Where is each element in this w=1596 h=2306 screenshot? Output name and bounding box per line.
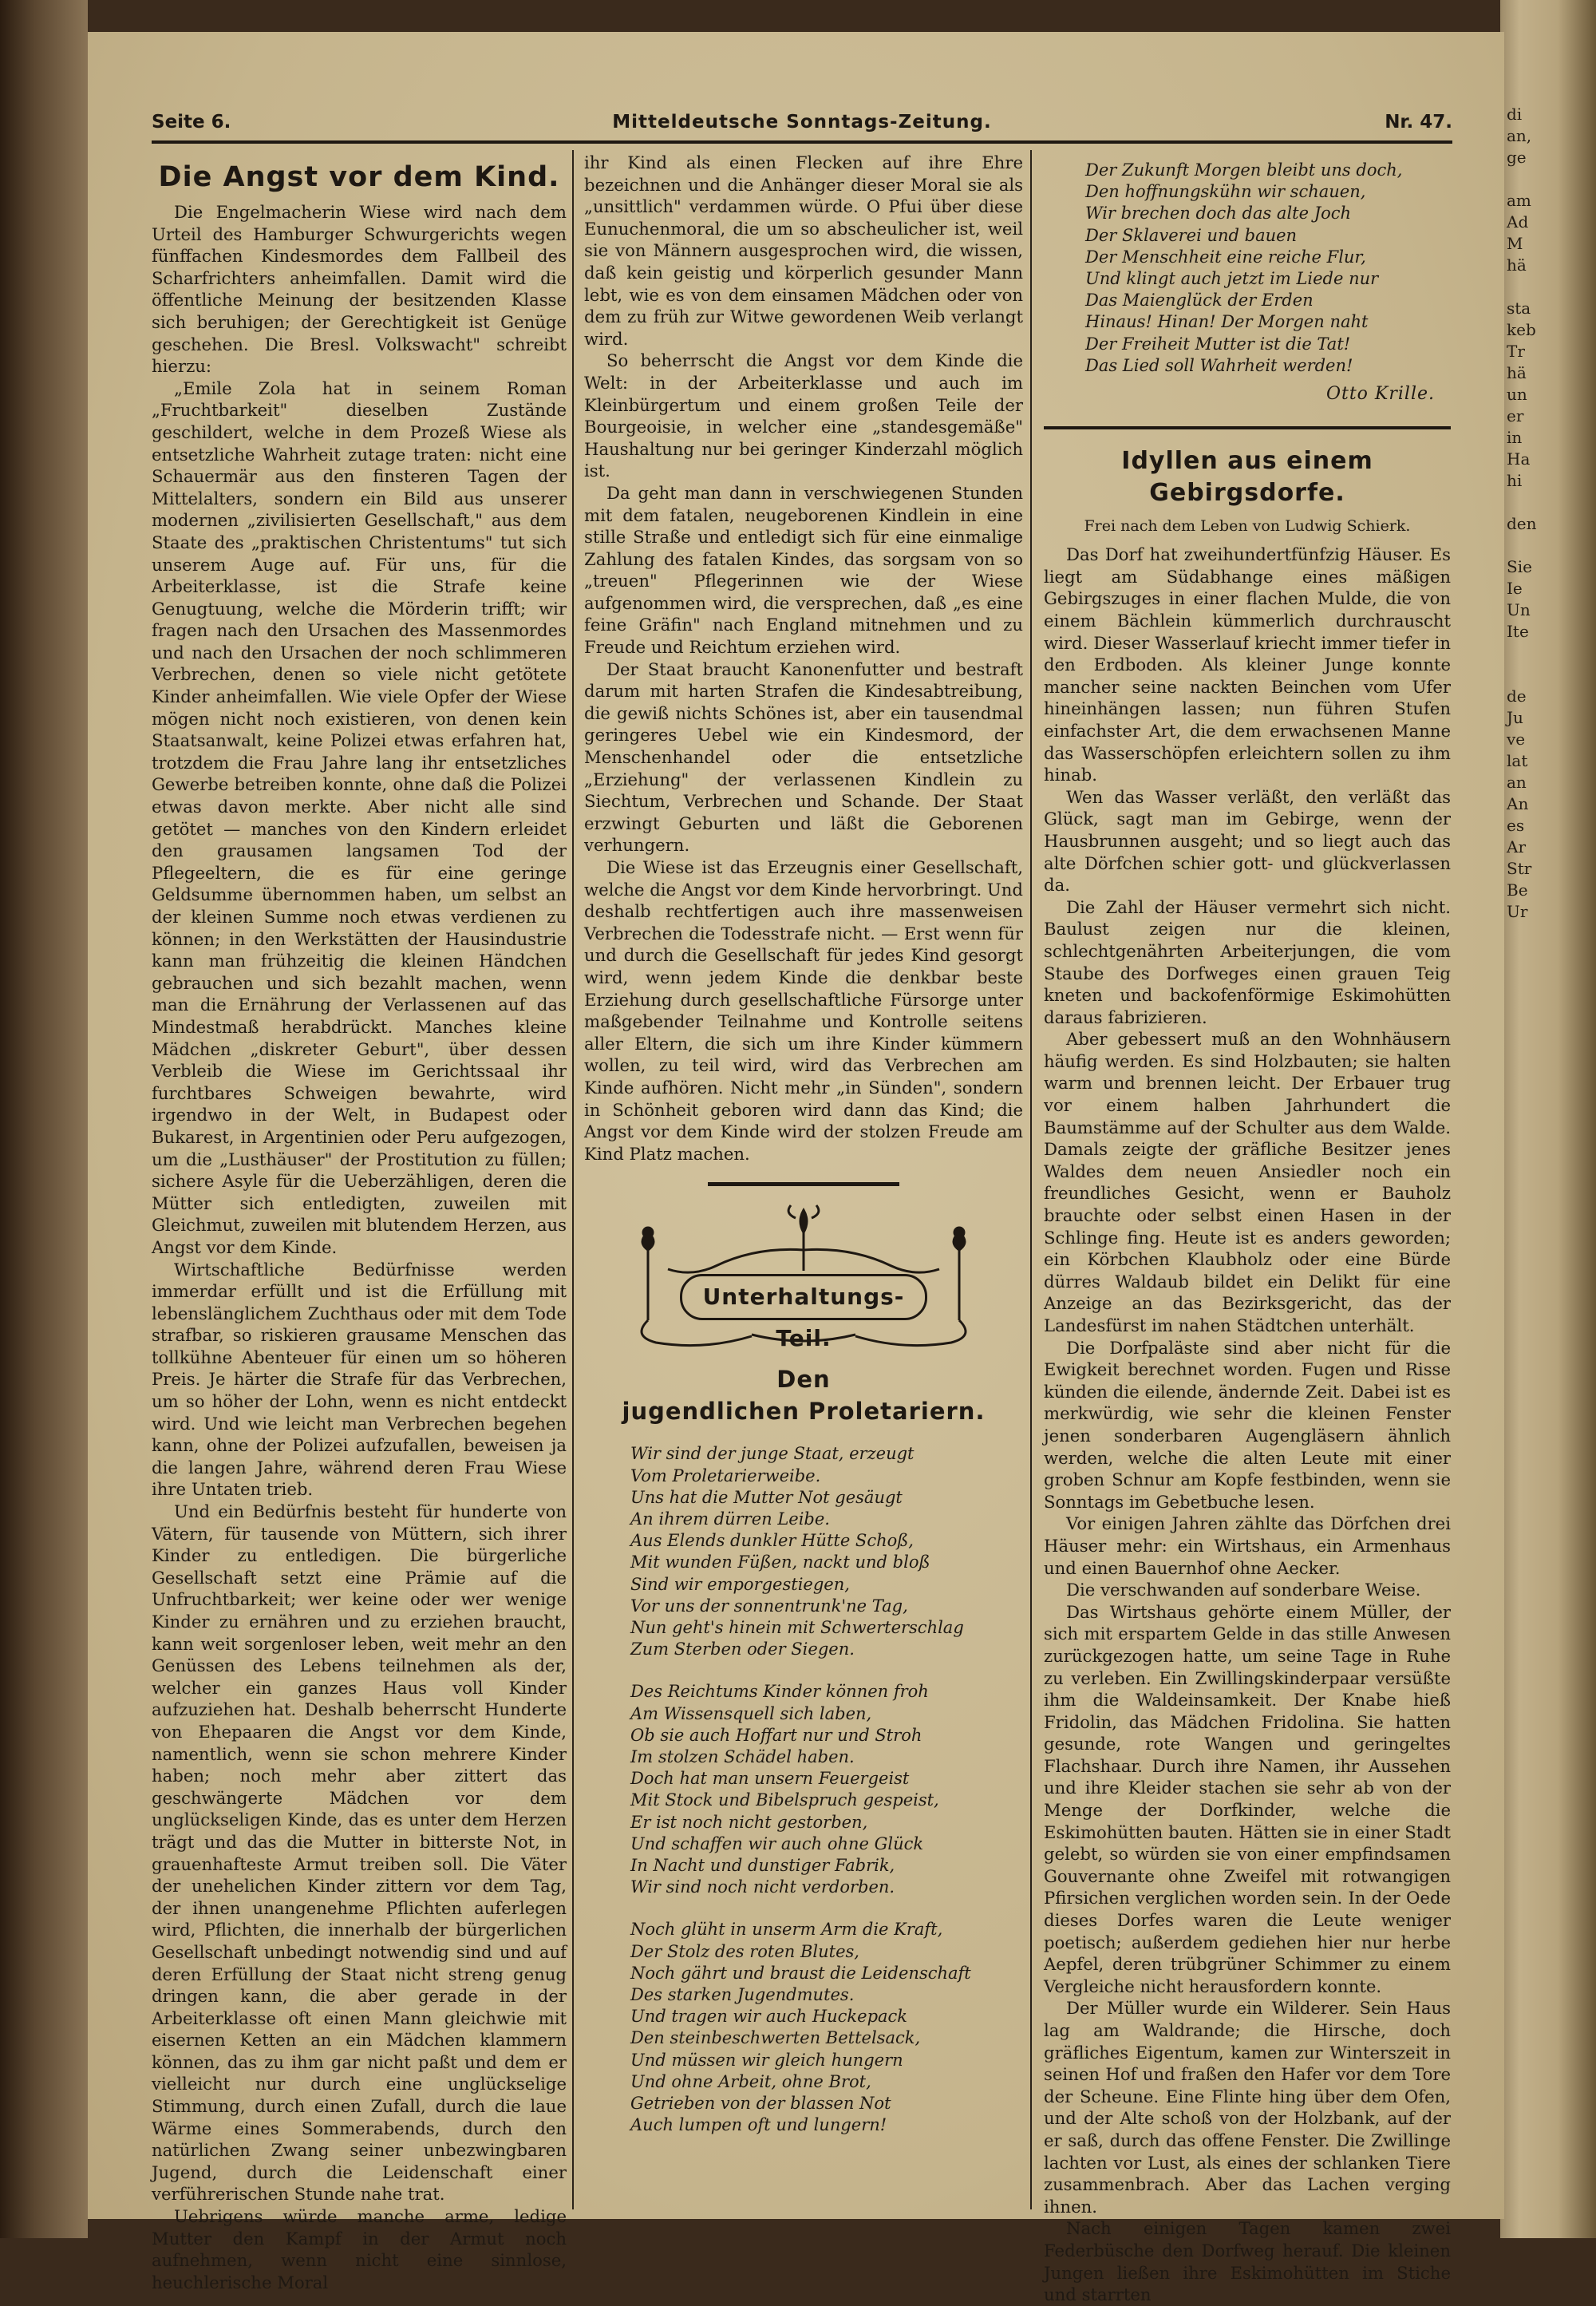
article-paragraph: Das Wirtshaus gehörte einem Müller, der sich mit erspartem Gelde in das stille Anwesen zurückgezogen hatte, um seine Tage in Ruhe zu verleben. Ein Zwillingskinderpaar versüßte ihm die Waldeinsamkeit. Der Knabe hieß Fridolin, das Mädchen Fridolina. Sie hatten gesunde, rote Wangen und geringeltes Flachshaar. Durch ihre Namen, ihr Aussehen und ihre Kleider stachen sie sehr ab von der Menge der Dorfkinder, welche die Eskimohütten bauten. Hätten sie in einer Stadt gelebt, so würden sie von einer empfindsamen Gouvernante ohne Zweifel mit rotwangigen Pfirsichen verglichen worden sein. In der Oede dieses Dorfes waren die Leute weniger poetisch; außerdem gediehen hier nur herbe Aepfel, deren trübgrüner Schimmer zu einem Vergleiche nicht herausfordern konnte. <box>1044 1601 1451 1996</box>
neighbor-fragment: Ite <box>1507 622 1529 641</box>
poem-line: Der Freiheit Mutter ist die Tat! <box>1085 334 1351 354</box>
neighbor-fragment: Ur <box>1507 902 1528 921</box>
neighbor-fragment: Ar <box>1507 837 1527 856</box>
poem-line: Der Menschheit eine reiche Flur, <box>1085 247 1366 267</box>
neighbor-fragment: Ju <box>1507 708 1523 727</box>
poem-author: Otto Krille. <box>1325 384 1435 405</box>
newspaper-page <box>88 32 1504 2305</box>
poem-line: Und klingt auch jetzt im Liede nur <box>1085 269 1379 289</box>
column-divider <box>572 150 574 2209</box>
article-title: Idyllen aus einem Gebirgsdorfe. <box>1121 446 1373 507</box>
neighbor-fragment: hä <box>1507 363 1527 382</box>
poem-title <box>584 1363 1023 1427</box>
article-paragraph: Die Wiese ist das Erzeugnis einer Gesellschaft, welche die Angst vor dem Kinde hervorbringt. Und deshalb rechtfertigen auch ihre massenweisen Verbrechen die Todesstrafe nicht. — Erst wenn für und durch die Gesellschaft für jedes Kind gesorgt wird, wenn jedem Kinde die denkbar beste Erziehung durch gesellschaftliche Fürsorge unter maßgebender Teilnahme und Kontrolle seitens aller Eltern, die sich um ihre Kinder kümmern wollen, zu teil wird, wird das Verbrechen am Kinde aufhören. Nicht mehr „in Sünden", sondern in Schönheit geboren wird dann das Kind; die Angst vor dem Kinde wird der stolzen Freude am Kind Platz machen. <box>584 857 1023 1164</box>
neighbor-fragment: de <box>1507 686 1527 706</box>
article-title: Die Angst vor dem Kind. <box>158 161 560 193</box>
poem-line: Der Zukunft Morgen bleibt uns doch, <box>1085 160 1403 180</box>
poem-line: Doch hat man unsern Feuergeist <box>630 1769 910 1789</box>
neighbor-fragment: den <box>1507 514 1537 533</box>
neighbor-fragment <box>1507 643 1596 664</box>
neighbor-fragment <box>1507 535 1596 556</box>
neighbor-fragment: keb <box>1507 320 1536 339</box>
article-paragraph: Da geht man dann in verschwiegenen Stunden mit dem fatalen, neugeborenen Kindlein in eine stille Straße und entledigt sich für eine einmalige Zahlung des fatalen Kindes, das sorgsam von so „treuen" Pflegerinnen wie der Wiese aufgenommen wird, die versprechen, daß „es eine feine Gräfin" nach England mitnehmen und zu Freude und Reichtum erziehen wird. <box>584 482 1023 658</box>
poem-line: Der Sklaverei und bauen <box>1085 225 1298 245</box>
poem-line: Sind wir emporgestiegen, <box>630 1574 850 1594</box>
neighbor-fragment: Ad <box>1507 212 1529 231</box>
poem-title-line: Den <box>776 1366 831 1394</box>
poem-stanza <box>630 1919 1023 2136</box>
article-paragraph: Uebrigens würde manche arme, ledige Mutter den Kampf in der Armut noch aufnehmen, wenn nicht eine sinnlose, heuchlerische Moral <box>152 2206 567 2292</box>
newspaper-title: Mitteldeutsche Sonntags-Zeitung. <box>612 112 992 133</box>
article-subtitle: Frei nach dem Leben von Ludwig Schierk. <box>1084 516 1411 535</box>
issue-number: Nr. 47. <box>1385 112 1452 133</box>
article-paragraph: Die Zahl der Häuser vermehrt sich nicht. Baulust zeigen nur die kleinen, schlechtgenährten Arbeiterjungen, die vom Staube des Dorfweges einen grauen Teig kneten und backofenförmige Eskimohütten daraus fabrizieren. <box>1044 896 1451 1027</box>
poem-line: Vom Proletarierweibe. <box>630 1465 821 1485</box>
neighbor-fragment: er <box>1507 406 1524 425</box>
poem-line: Uns hat die Mutter Not gesäugt <box>630 1487 903 1507</box>
column-2 <box>584 152 1023 2157</box>
poem-line: Er ist noch nicht gestorben, <box>630 1812 868 1832</box>
article-paragraph: Wirtschaftliche Bedürfnisse werden immerdar erfüllt und ist die Erfüllung mit lebenslänglichem Zuchthaus oder mit dem Tode strafbar, so riskieren grausame Menschen das tollkühne Abenteuer für einen um so höheren Preis. Je härter die Strafe für das Verbrechen, um so höher der Lohn, wenn es nicht entdeckt wird. Und wie leicht man Verbrechen begehen kann, ohne der Polizei aufzufallen, beweisen ja die langen Jahre, während deren Frau Wiese ihre Untaten trieb. <box>152 1259 567 1500</box>
poem-line: Und ohne Arbeit, ohne Brot, <box>630 2071 871 2091</box>
article-paragraph: „Emile Zola hat in seinem Roman „Fruchtbarkeit" dieselben Zustände geschildert, welche in dem Prozeß Wiese als entsetzliche Wahrheit zutage traten: nicht eine Schauermär aus den finsteren Tagen der Mittelalters, sondern ein Bild aus unserer modernen „zivilisierten Gesellschaft," aus dem Staate des „praktischen Christentums" tut sich unserem Auge auf. Für uns, für die Arbeiterklasse, ist die Strafe keine Genugtuung, welche die Mörderin trifft; wir fragen nach den Ursachen des Massenmordes und nach den Ursachen der noch schlimmeren Verbrechen, denen so viele nicht getötete Kinder anheimfallen. Wie viele Opfer der Wiese mögen nicht noch existieren, von denen kein Staatsanwalt, keine Polizei etwas erfahren hat, trotzdem die Frau Jahre lang ihr entsetzliches Gewerbe betreiben konnte, ohne daß die Polizei etwas davon merkte. Aber nicht alle sind getötet — manches von den Kindern erleidet den grausamen langsamen Tod der Pflegeeltern, die es für eine geringe Geldsumme übernommen haben, um selbst an der kleinen Summe noch etwas verdienen zu können; in den Werkstätten der Hausindustrie kann man frühzeitig die kleinen Händchen gebrauchen und sich bezahlt machen, wenn man die Ernährung der Verlassenen auf das Mindestmaß herabdrückt. Manches kleine Mädchen „diskreter Geburt", über dessen Verbleib die Wiese im Gerichtssaal ihr furchtbares Schweigen bewahrte, wird irgendwo in der Welt, in Budapest oder Bukarest, in Argentinien oder Peru aufgezogen, um die „Lusthäuser" der Prostitution zu füllen; sichere Asyle für die Ueberzähligen, deren die Mütter sich entledigten, zuweilen mit Gleichmut, zuweilen mit blutendem Herzen, aus Angst vor dem Kinde. <box>152 378 567 1257</box>
neighbor-fragment: hä <box>1507 255 1527 275</box>
article-paragraph: Wen das Wasser verläßt, den verläßt das Glück, sagt man im Gebirge, wenn der Hausbrunnen ausgeht; und so liegt auch das alte Dörfchen schier gott- und glückverlassen da. <box>1044 786 1451 896</box>
poem-continued <box>1085 160 1451 377</box>
neighbor-fragment: An <box>1507 794 1529 813</box>
poem-line: Und müssen wir gleich hungern <box>630 2050 903 2070</box>
poem-line: Getrieben von der blassen Not <box>630 2094 891 2113</box>
neighbor-fragment: ge <box>1507 148 1527 167</box>
article-paragraph: So beherrscht die Angst vor dem Kinde die Welt: in der Arbeiterklasse und auch im Kleinbürgertum und einem großen Teile der Bourgeoisie, in welcher eine „standesgemäße" Haushaltung nur bei geringer Kinderzahl möglich ist. <box>584 350 1023 481</box>
neighbor-fragment: Tr <box>1507 342 1525 361</box>
page-header <box>152 99 1452 144</box>
neighbor-fragment <box>1507 276 1596 298</box>
neighbor-fragment: Str <box>1507 859 1532 878</box>
article-paragraph: Nach einigen Tagen kamen zwei Federbüsche den Dorfweg herauf. Die kleinen Jungen ließen ihre Eskimohütten im Stiche und starrten <box>1044 2218 1451 2305</box>
neighbor-fragment: hi <box>1507 471 1523 490</box>
poem-line: Vor uns der sonnentrunk'ne Tag, <box>630 1596 908 1616</box>
article-paragraph: Aber gebessert muß an den Wohnhäusern häufig werden. Es sind Holzbauten; sie halten warm und brennen leicht. Der Erbauer trug vor einem halben Jahrhundert die Baumstämme auf der Schulter aus dem Walde. Damals zeigte der gräfliche Besitzer jenes Waldes dem neuen Ansiedler noch ein freundliches Gesicht, wenn er Bauholz brauchte oder selbst einen Hasen in der Schlinge fing. Heute ist es anders geworden; ein Körbchen Klaubholz oder eine Bürde dürres Waldaub bildet ein Delikt für eine Anzeige an das Bezirksgericht, das der Landesfürst im nahen Städtchen unterhält. <box>1044 1029 1451 1335</box>
article-paragraph: Die Engelmacherin Wiese wird nach dem Urteil des Hamburger Schwurgerichts wegen fünffachen Kindesmordes dem Fallbeil des Scharfrichters anheimfallen. Damit wird die öffentliche Meinung der besitzenden Klasse sich beruhigen; der Gerechtigkeit ist Genüge geschehen. Die Bresl. Volkswacht" schreibt hierzu: <box>152 202 567 377</box>
poem-line: Den steinbeschwerten Bettelsack, <box>630 2028 921 2048</box>
poem-line: Der Stolz des roten Blutes, <box>630 1941 859 1961</box>
neighbor-fragment: Ha <box>1507 449 1531 469</box>
poem-title-line: jugendlichen Proletariern. <box>622 1398 986 1426</box>
article-paragraph: Das Dorf hat zweihundertfünfzig Häuser. Es liegt am Südabhange eines mäßigen Gebirgszuges in einer flachen Mulde, die von einem Bächlein kümmerlich durchrauscht wird. Dieser Wasserlauf kriecht immer tiefer in den Erdboden. Als kleiner Junge konnte mancher seine nackten Beinchen vom Ufer hineinhängen lassen; nun führen Stufen einfachster Art, die dem erwachsenen Manne das Wasserschöpfen erleichtern sollen zu ihm hinab. <box>1044 544 1451 785</box>
poem-stanza <box>630 1681 1023 1898</box>
poem-line: Am Wissensquell sich laben, <box>630 1703 872 1723</box>
poem <box>630 1443 1023 2136</box>
column-divider <box>1030 150 1032 2209</box>
neighbor-fragment: Be <box>1507 880 1528 900</box>
article-paragraph: Und ein Bedürfnis besteht für hunderte von Vätern, für tausende von Müttern, sich ihrer Kinder zu entledigen. Die bürgerliche Gesellschaft setzt eine Prämie auf die Unfruchtbarkeit; wer keine oder wer wenige Kinder zu ernähren und zu erziehen braucht, kann weit sorgenloser leben, weit mehr an den Genüssen des Lebens teilnehmen als der, welcher ein ganzes Haus voll Kinder aufzuziehen hat. Deshalb beherrscht Hunderte von Ehepaaren die Angst vor dem Kinde, namentlich, wenn sie schon mehrere Kinder haben; noch mehr aber zittert das geschwängerte Mädchen vor dem unglückseligen Kinde, das es unter dem Herzen trägt und das die Mutter in bitterste Not, in grauenhafteste Armut treiben soll. Die Väter der unehelichen Kinder zittern vor dem Tag, der ihnen unangenehme Pflichten auferlegen wird, Pflichten, die innerhalb der bürgerlichen Gesellschaft unbedingt notwendig sind und auf deren Erfüllung der Staat nicht streng genug dringen kann, die aber gerade in der Arbeiterklasse oft einen Mann gleichwie mit eisernen Ketten an ein Mädchen klammern können, das zu ihm gar nicht paßt und dem er vielleicht nur durch eine unglückselige Stimmung, durch einen Zufall, durch die laue Wärme eines Sommerabends, durch den natürlichen Zwang seiner unbezwingbaren Jugend, durch die Leidenschaft einer verführerischen Stunde nahe trat. <box>152 1501 567 2205</box>
poem-line: Wir sind noch nicht verdorben. <box>630 1877 895 1897</box>
column-1 <box>152 152 567 2293</box>
neighbor-fragment: ve <box>1507 730 1526 749</box>
neighbor-fragment <box>1507 492 1596 513</box>
poem-line: Wir brechen doch das alte Joch <box>1085 204 1352 223</box>
section-banner <box>616 1200 991 1352</box>
poem-line: Des starken Jugendmutes. <box>630 1984 855 2004</box>
neighbor-fragment: in <box>1507 428 1523 447</box>
article-paragraph: Vor einigen Jahren zählte das Dörfchen drei Häuser mehr: ein Wirtshaus, ein Armenhaus und einen Bauernhof ohne Aecker. <box>1044 1513 1451 1578</box>
neighbor-fragment: es <box>1507 816 1525 835</box>
poem-line: Nun geht's hinein mit Schwerterschlag <box>630 1617 964 1637</box>
poem-line: Den hoffnungskühn wir schauen, <box>1085 182 1366 202</box>
poem-line: Auch lumpen oft und lungern! <box>630 2115 887 2135</box>
poem-line: Und schaffen wir auch ohne Glück <box>630 1833 924 1853</box>
article-paragraph: Der Müller wurde ein Wilderer. Sein Haus lag am Waldrande; die Hirsche, doch gräfliches Eigentum, kamen zur Winterszeit in seinen Hof und fraßen den Hafer vor dem Tore der Scheune. Eine Flinte hing über dem Ofen, und der Alte schoß von der Holzbank, auf der er saß, durch das offene Fenster. Die Zwillinge lachten vor Lust, als eines der schlanken Tiere zusammenbrach. Aber das Lachen verging ihnen. <box>1044 1998 1451 2217</box>
neighbor-fragment: Sie <box>1507 557 1532 576</box>
poem-line: Ob sie auch Hoffart nur und Stroh <box>630 1725 922 1745</box>
article-paragraph: Der Staat braucht Kanonenfutter und bestraft darum mit harten Strafen die Kindesabtreibung, die gewiß nichts Schönes ist, aber ein tausendmal geringeres Uebel wie ein Kindesmord, der Menschenhandel oder die entsetzliche „Erziehung" der verlassenen Kindlein zu Siechtum, Verbrechen und Schande. Der Staat erzwingt Geburten und läßt die Geborenen verhungern. <box>584 659 1023 856</box>
poem-line: Mit wunden Füßen, nackt und bloß <box>630 1552 930 1572</box>
poem-line: Aus Elends dunkler Hütte Schoß, <box>630 1531 914 1551</box>
article-paragraph: ihr Kind als einen Flecken auf ihre Ehre bezeichnen und die Anhänger dieser Moral sie als „unsittlich" verdammen würde. O Pfui über diese Eunuchenmoral, die um so abscheulicher ist, weil sie von Männern ausgesprochen wird, die wissen, daß kein geistig und körperlich gesunder Mann lebt, wie es von dem einsamen Mädchen oder von dem zu früh zur Witwe gewordenen Weib verlangt wird. <box>584 152 1023 349</box>
neighbor-fragment: Ie <box>1507 579 1523 598</box>
neighbor-fragment: an <box>1507 773 1527 792</box>
poem-line: Noch glüht in unserm Arm die Kraft, <box>630 1920 943 1940</box>
section-rule <box>1044 426 1451 429</box>
neighbor-fragment: an, <box>1507 126 1532 145</box>
neighbor-fragment <box>1507 664 1596 686</box>
poem-line: Zum Sterben oder Siegen. <box>630 1640 855 1659</box>
poem-line: Noch gährt und braust die Leidenschaft <box>630 1963 971 1983</box>
poem-line: Hinaus! Hinan! Der Morgen naht <box>1085 312 1369 332</box>
poem-line: An ihrem dürren Leibe. <box>630 1509 830 1529</box>
column-3 <box>1044 152 1451 2306</box>
neighbor-fragment: am <box>1507 191 1531 210</box>
poem-line: Mit Stock und Bibelspruch gespeist, <box>630 1790 939 1810</box>
poem-line: Des Reichtums Kinder können froh <box>630 1682 929 1702</box>
poem-line: Und tragen wir auch Huckepack <box>630 2007 908 2027</box>
neighbor-fragment: M <box>1507 234 1523 253</box>
poem-line: Im stolzen Schädel haben. <box>630 1746 855 1766</box>
neighbor-page-text <box>1500 104 1596 923</box>
page-number: Seite 6. <box>152 112 231 133</box>
book-binding-left <box>0 0 88 2238</box>
neighbor-fragment: lat <box>1507 751 1528 770</box>
neighbor-fragment: un <box>1507 385 1527 404</box>
article-paragraph: Die Dorfpaläste sind aber nicht für die Ewigkeit berechnet worden. Fugen und Risse künden die eilende, ändernde Zeit. Dabei ist es merkwürdig, wie sehr die kleinen Fenster jenen sonderbaren Augengläsern ähnlich werden, welche die alten Leute mit einer groben Schnur am Kopfe festbinden, wenn sie Sonntags im Gebetbuche lesen. <box>1044 1337 1451 1512</box>
ornament-rule <box>708 1182 899 1186</box>
section-title: Unterhaltungs-Teil. <box>680 1274 927 1320</box>
article-body <box>1044 544 1451 2306</box>
article-paragraph: Die verschwanden auf sonderbare Weise. <box>1066 1580 1421 1600</box>
poem-line: In Nacht und dunstiger Fabrik, <box>630 1855 895 1875</box>
poem-line: Wir sind der junge Staat, erzeugt <box>630 1444 915 1464</box>
neighbor-fragment: di <box>1507 105 1523 124</box>
neighbor-fragment <box>1507 168 1596 190</box>
neighbor-fragment: Un <box>1507 600 1531 619</box>
neighbor-fragment: sta <box>1507 299 1531 318</box>
poem-line: Das Lied soll Wahrheit werden! <box>1085 355 1353 375</box>
poem-line: Das Maienglück der Erden <box>1085 291 1314 310</box>
poem-stanza <box>630 1443 1023 1660</box>
